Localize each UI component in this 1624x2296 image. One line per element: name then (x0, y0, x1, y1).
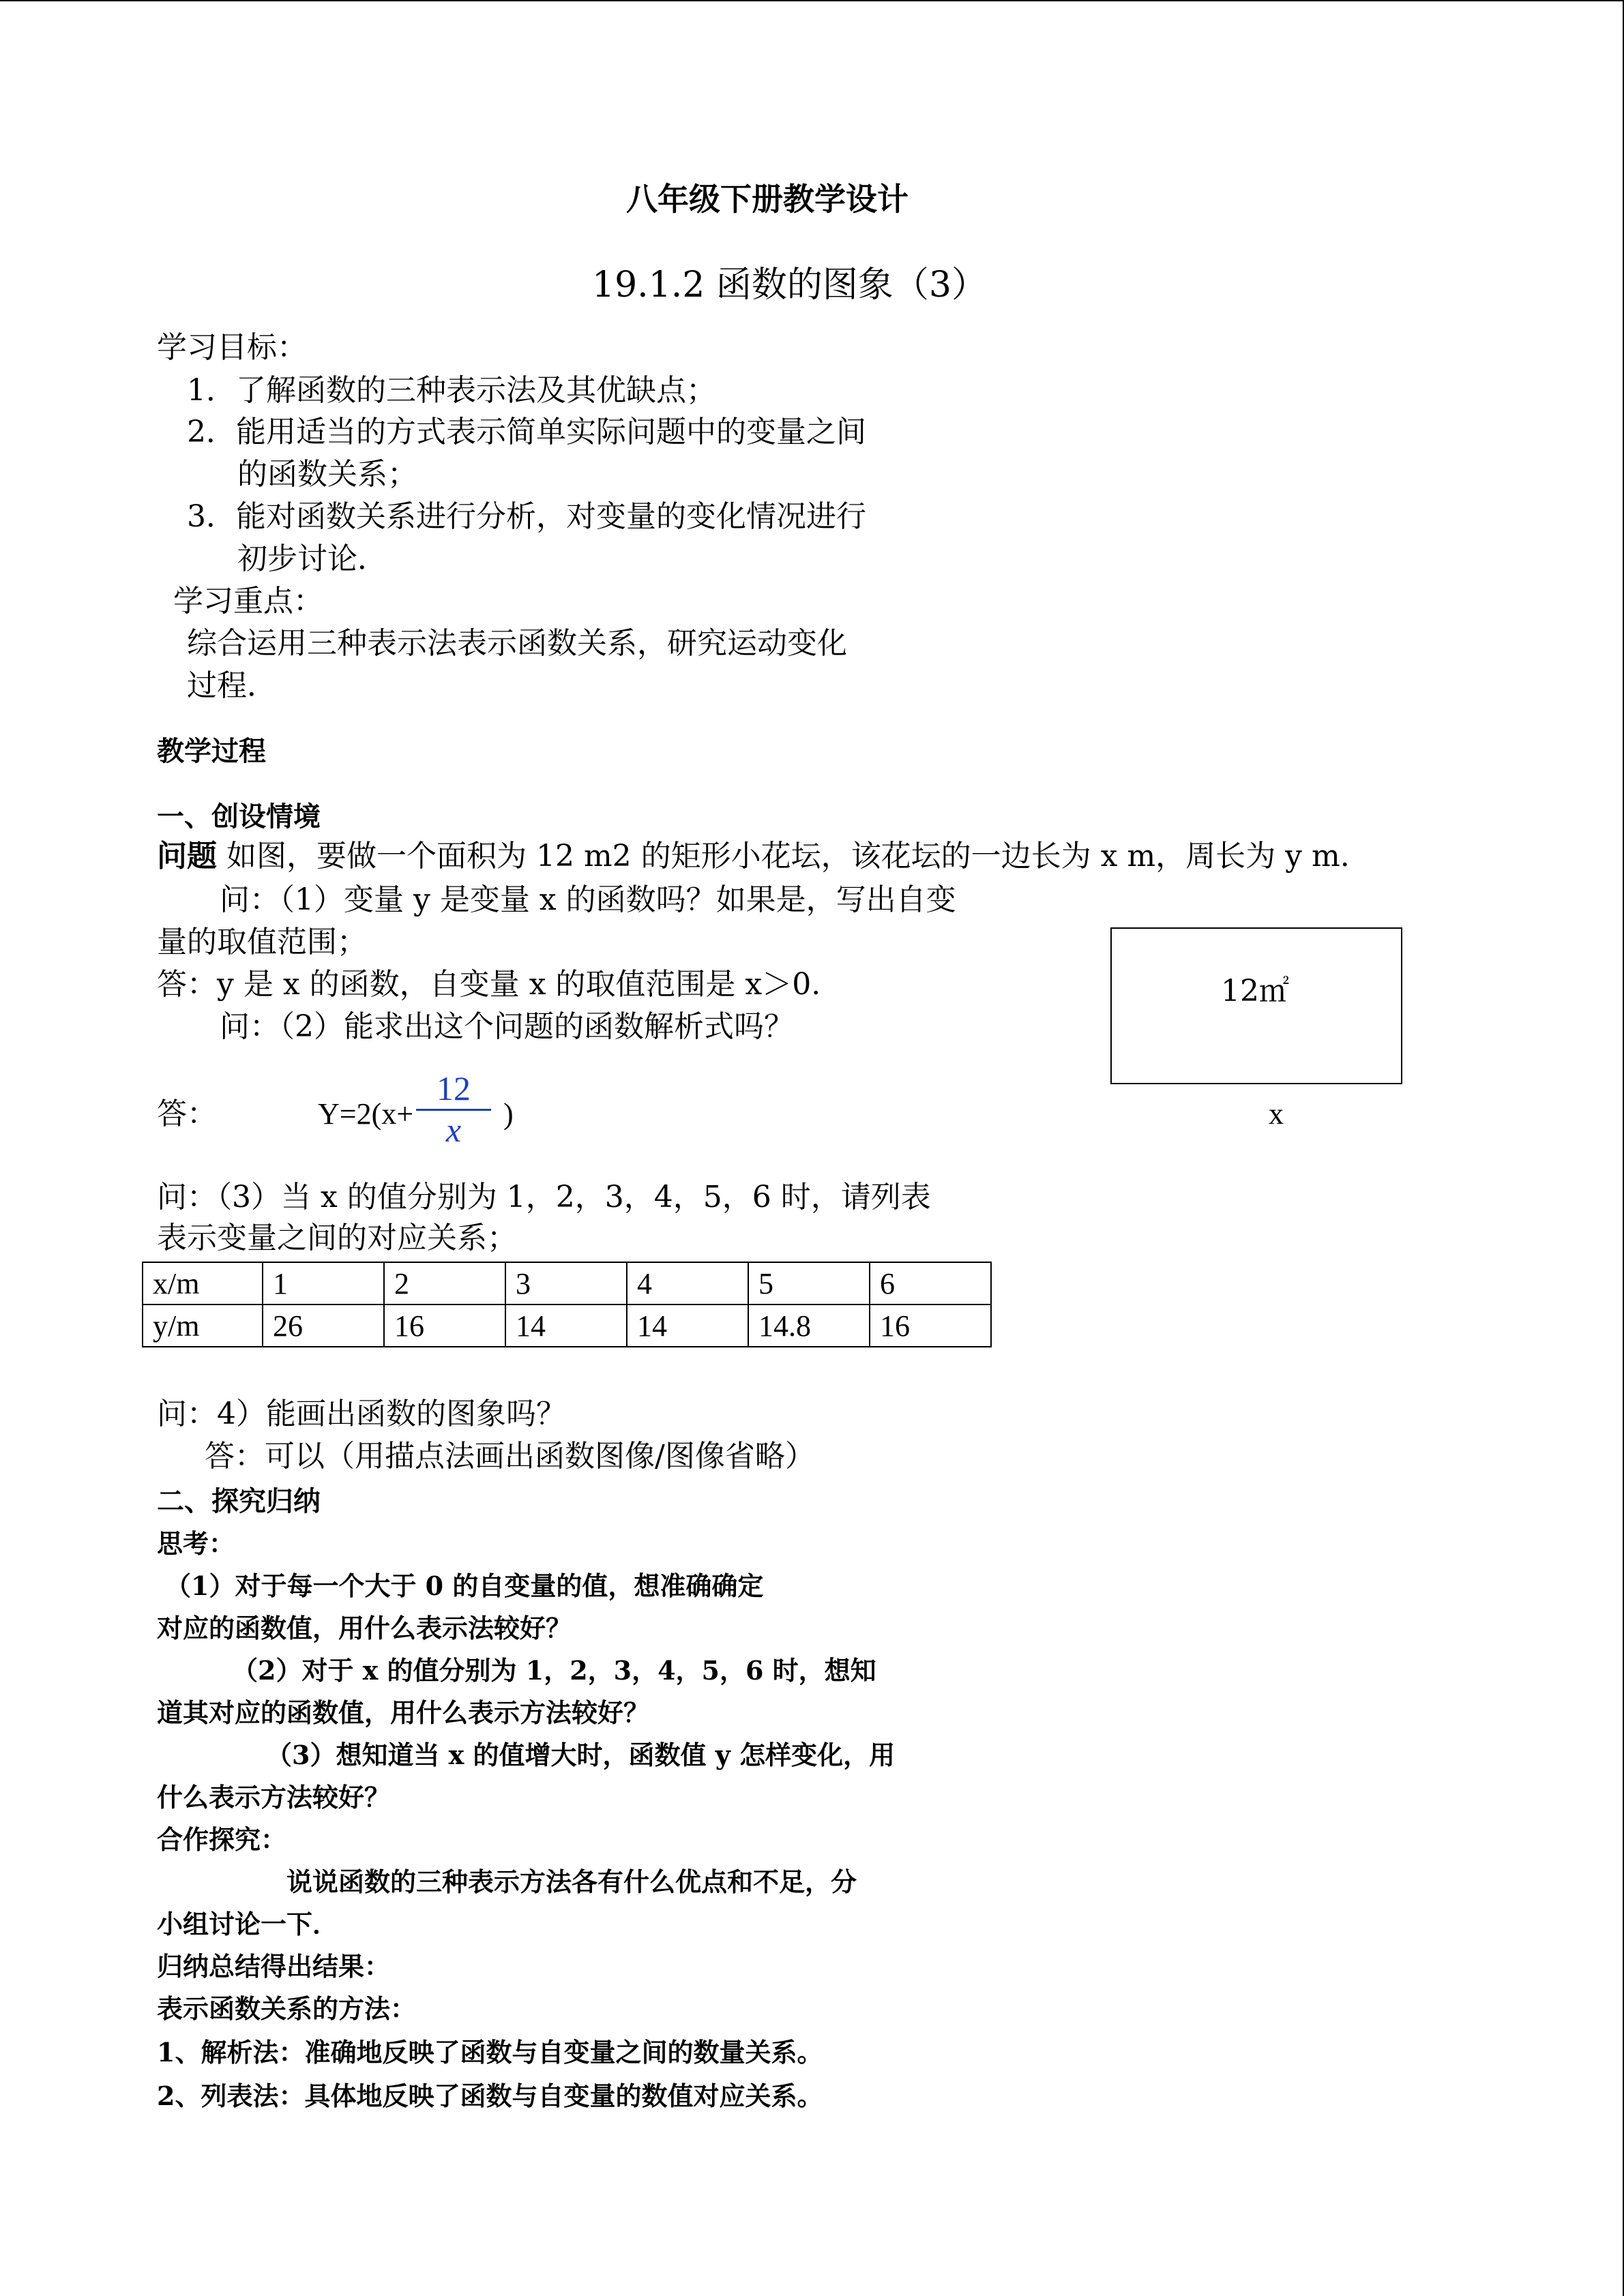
objective-item: 1．了解函数的三种表示法及其优缺点； (187, 373, 716, 408)
question-3: 问：（3）当 x 的值分别为 1，2，3，4，5，6 时，请列表 (157, 1180, 931, 1214)
answer-1: 答：y 是 x 的函数，自变量 x 的取值范围是 x＞0. (157, 967, 821, 1002)
table-cell: 16 (384, 1304, 505, 1347)
question-1: 问：（1）变量 y 是变量 x 的函数吗？如果是，写出自变 (220, 882, 956, 917)
formula-fraction (416, 1069, 491, 1148)
fraction-numerator: 12 (437, 1069, 471, 1107)
objective-item: 的函数关系； (237, 457, 417, 492)
methods-label: 表示函数关系的方法： (157, 1993, 417, 2024)
objective-item: 3．能对函数关系进行分析，对变量的变化情况进行 (187, 499, 866, 534)
think-line: （2）对于 x 的值分别为 1，2，3，4，5，6 时，想知 (232, 1655, 876, 1686)
table-row (143, 1304, 991, 1347)
table-cell: 14 (505, 1304, 627, 1347)
question-2: 问：（2）能求出这个问题的函数解析式吗？ (220, 1009, 794, 1044)
question-4: 问：4）能画出函数的图象吗？ (157, 1397, 566, 1431)
think-line: （3）想知道当 x 的值增大时，函数值 y 怎样变化，用 (266, 1740, 896, 1770)
section2-heading: 二、探究归纳 (157, 1485, 321, 1517)
table-cell: 5 (748, 1262, 870, 1304)
problem-label: 问题 (157, 839, 217, 874)
cooperation-label: 合作探究： (157, 1824, 287, 1855)
focus-heading: 学习重点： (173, 584, 323, 618)
process-heading: 教学过程 (157, 735, 266, 767)
section1-heading: 一、创设情境 (157, 801, 321, 833)
table-cell: 14 (627, 1304, 748, 1347)
table-cell: 14.8 (748, 1304, 870, 1347)
question-1-cont: 量的取值范围； (157, 925, 367, 959)
answer-2-label: 答： (157, 1097, 217, 1131)
problem-text: 如图，要做一个面积为 12 m2 的矩形小花坛，该花坛的一边长为 x m，周长为 y m. (226, 839, 1350, 874)
cooperation-line: 说说函数的三种表示方法各有什么优点和不足，分 (286, 1866, 857, 1897)
table-cell: 6 (870, 1262, 991, 1304)
table-cell: x/m (143, 1262, 263, 1304)
table-cell: 26 (263, 1304, 384, 1347)
value-table (142, 1262, 992, 1347)
table-cell: 3 (505, 1262, 627, 1304)
think-line: （1）对于每一个大于 0 的自变量的值，想准确确定 (165, 1570, 764, 1601)
focus-line: 综合运用三种表示法表示函数关系，研究运动变化 (187, 626, 847, 661)
method-item: 2、列表法：具体地反映了函数与自变量的数值对应关系。 (157, 2081, 823, 2111)
cooperation-line: 小组讨论一下． (157, 1909, 339, 1939)
think-line: 对应的函数值，用什么表示法较好？ (157, 1613, 572, 1643)
table-cell: 16 (870, 1304, 991, 1347)
doc-title: 八年级下册教学设计 (626, 181, 909, 218)
table-cell: 1 (263, 1262, 384, 1304)
table-cell: 4 (627, 1262, 748, 1304)
objectives-heading: 学习目标： (157, 330, 307, 365)
flowerbed-area-label: 12㎡ (1221, 974, 1289, 1009)
table-cell: 2 (384, 1262, 505, 1304)
answer-2-formula-prefix: Y=2(x+ (318, 1097, 414, 1131)
question-3-cont: 表示变量之间的对应关系； (157, 1221, 517, 1255)
think-line: 什么表示方法较好？ (157, 1782, 391, 1813)
answer-2-formula-suffix: ) (503, 1097, 514, 1131)
think-line: 道其对应的函数值，用什么表示方法较好？ (157, 1697, 650, 1728)
table-cell: y/m (143, 1304, 263, 1347)
problem-statement (157, 836, 1350, 877)
lesson-title: 19.1.2 函数的图象（3） (592, 265, 988, 305)
table-row (143, 1262, 991, 1304)
answer-4: 答：可以（用描点法画出函数图像/图像省略） (205, 1439, 815, 1474)
focus-line: 过程． (187, 668, 277, 703)
objective-item: 2．能用适当的方式表示简单实际问题中的变量之间 (187, 415, 866, 449)
fraction-denominator: x (445, 1111, 462, 1149)
objective-item: 初步讨论． (237, 541, 387, 576)
think-label: 思考： (157, 1528, 235, 1559)
flowerbed-side-label: x (1269, 1097, 1284, 1131)
summary-label: 归纳总结得出结果： (157, 1951, 391, 1982)
method-item: 1、解析法：准确地反映了函数与自变量之间的数量关系。 (157, 2037, 823, 2068)
